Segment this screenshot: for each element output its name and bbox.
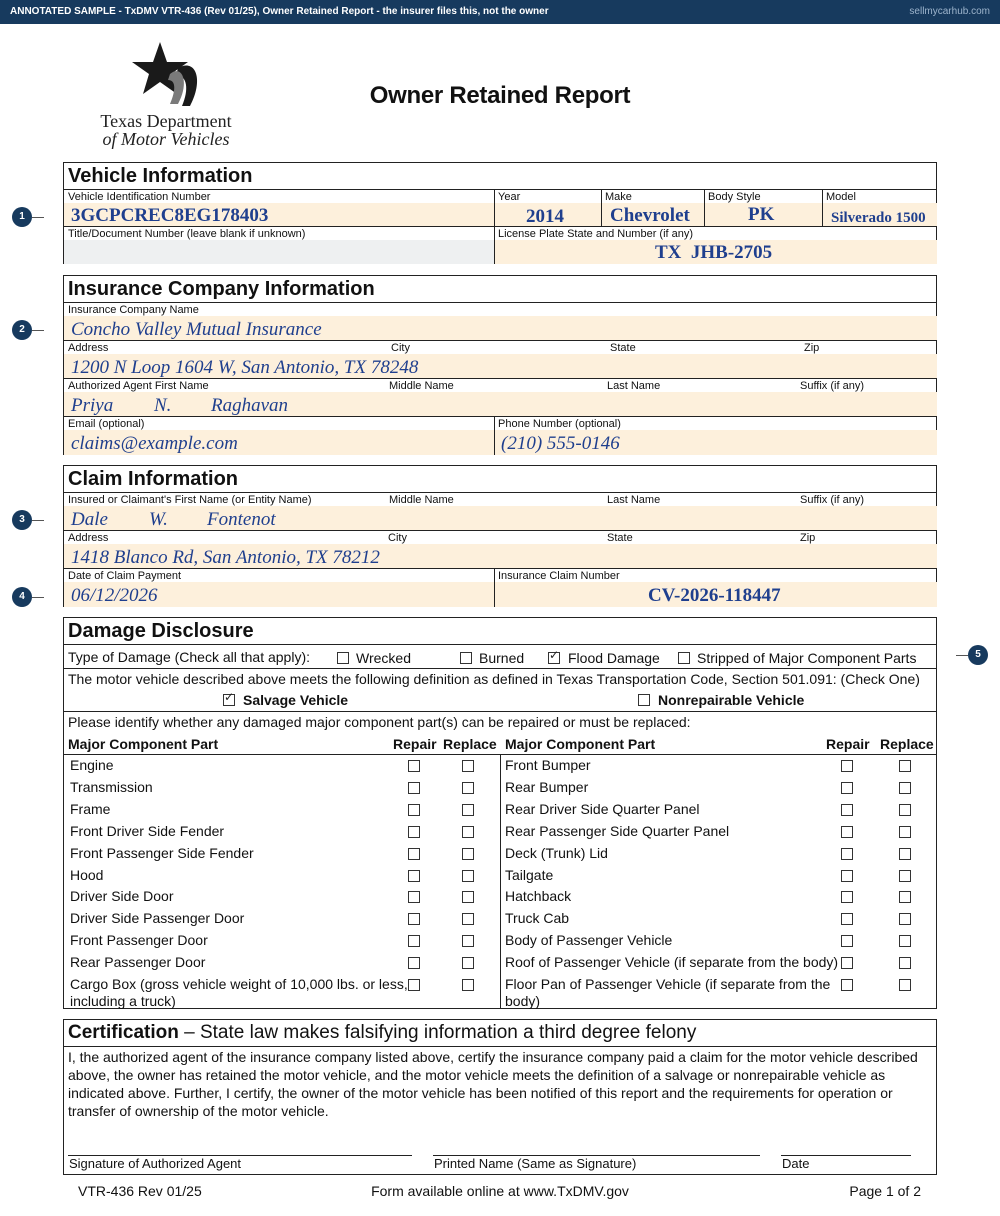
checkmark-icon <box>338 649 350 661</box>
divider <box>64 340 936 341</box>
agent-fill <box>64 392 937 416</box>
component-part-label: Driver Side Passenger Door <box>70 910 245 927</box>
repair-checkbox[interactable] <box>408 891 420 903</box>
divider <box>64 378 936 379</box>
zip-label: Zip <box>800 532 816 544</box>
checkmark-icon: ✓ <box>224 690 235 704</box>
repair-checkbox[interactable] <box>841 848 853 860</box>
logo-wordmark <box>86 112 246 148</box>
address-label: Address <box>68 342 109 354</box>
divider <box>601 189 602 226</box>
section-heading: Vehicle Information <box>68 165 253 187</box>
component-part-label: Front Passenger Door <box>70 932 208 949</box>
replace-checkbox[interactable] <box>462 870 474 882</box>
make-field[interactable]: Chevrolet <box>610 205 690 226</box>
address-label: Address <box>68 532 109 544</box>
replace-checkbox[interactable] <box>462 760 474 772</box>
repair-checkbox[interactable] <box>408 957 420 969</box>
flood-damage-checkbox[interactable] <box>548 648 560 664</box>
claimant-last-field[interactable]: Fontenot <box>207 509 276 530</box>
replace-checkbox[interactable] <box>899 804 911 816</box>
city-label: City <box>391 342 410 354</box>
section-heading: Insurance Company Information <box>68 278 375 300</box>
zip-label: Zip <box>804 342 820 354</box>
annotation-marker-3: 3 <box>12 510 32 530</box>
component-part-label: including a truck) <box>70 993 176 1010</box>
agent-first-label: Authorized Agent First Name <box>68 380 209 392</box>
model-label: Model <box>826 191 856 203</box>
divider <box>704 189 705 226</box>
year-label: Year <box>498 191 521 203</box>
damage-disclosure-section <box>63 617 937 1009</box>
certification-title: Certification <box>68 1022 179 1043</box>
agent-suffix-label: Suffix (if any) <box>800 380 864 392</box>
claim-number-label: Insurance Claim Number <box>498 570 620 582</box>
company-name-field[interactable]: Concho Valley Mutual Insurance <box>71 319 322 340</box>
form-number: VTR-436 Rev 01/25 <box>78 1183 202 1199</box>
divider <box>64 711 936 712</box>
component-part-label: Rear Driver Side Quarter Panel <box>505 800 700 817</box>
divider <box>64 492 936 493</box>
claim-information-section <box>63 465 937 607</box>
title-number-field[interactable] <box>64 240 494 264</box>
claimant-first-label: Insured or Claimant's First Name (or Entity Name) <box>68 494 312 506</box>
marker-leader <box>956 655 968 656</box>
certification-section <box>63 1019 937 1175</box>
repair-checkbox[interactable] <box>408 804 420 816</box>
component-part-label: Frame <box>70 800 111 817</box>
claimant-last-label: Last Name <box>607 494 661 506</box>
phone-label: Phone Number (optional) <box>498 418 621 430</box>
title-number-label: Title/Document Number (leave blank if unknown) <box>68 228 306 240</box>
replace-checkbox[interactable] <box>899 782 911 794</box>
replace-checkbox[interactable] <box>462 782 474 794</box>
logo-line-1: Texas Department <box>100 111 232 131</box>
annotation-marker-4: 4 <box>12 587 32 607</box>
annotation-marker-2: 2 <box>12 320 32 340</box>
claimant-fill <box>64 506 937 530</box>
col-replace-header-right: Replace <box>880 736 934 752</box>
repair-checkbox[interactable] <box>408 848 420 860</box>
certification-line-3: indicated above. Further, I certify, the owner of the motor vehicle has been notified of this report and the requirements for operation or <box>68 1085 893 1101</box>
agent-middle-field[interactable]: N. <box>154 395 172 416</box>
replace-checkbox[interactable] <box>462 891 474 903</box>
replace-checkbox[interactable] <box>462 935 474 947</box>
repair-checkbox[interactable] <box>841 826 853 838</box>
component-part-label: Driver Side Door <box>70 888 174 905</box>
component-part-label: Front Bumper <box>505 757 591 773</box>
component-part-label: Rear Passenger Side Quarter Panel <box>505 822 730 839</box>
replace-checkbox[interactable] <box>899 891 911 903</box>
stripped-checkbox[interactable] <box>678 652 690 664</box>
repair-checkbox[interactable] <box>841 935 853 947</box>
repair-checkbox[interactable] <box>408 979 420 991</box>
section-heading: Damage Disclosure <box>68 620 254 642</box>
component-part-label: Floor Pan of Passenger Vehicle (if separate from the <box>505 976 831 992</box>
replace-checkbox[interactable] <box>462 826 474 838</box>
replace-checkbox[interactable] <box>899 979 911 991</box>
checkmark-icon: ✓ <box>549 648 560 662</box>
repair-checkbox[interactable] <box>408 913 420 925</box>
claim-date-field[interactable]: 06/12/2026 <box>71 585 158 606</box>
marker-leader <box>32 597 44 598</box>
divider <box>822 189 823 226</box>
component-part-label: body) <box>505 993 541 1010</box>
salvage-vehicle-label: Salvage Vehicle <box>243 692 349 708</box>
divider <box>64 302 936 303</box>
printed-name-label: Printed Name (Same as Signature) <box>434 1156 637 1171</box>
divider <box>64 189 936 190</box>
col-part-header-right: Major Component Part <box>505 736 656 752</box>
repair-checkbox[interactable] <box>841 913 853 925</box>
banner-title: ANNOTATED SAMPLE - TxDMV VTR-436 (Rev 01/25), Owner Retained Report - the insurer files this, not the owner <box>10 6 549 17</box>
checkmark-icon <box>639 691 651 703</box>
marker-leader <box>32 330 44 331</box>
divider <box>500 754 501 1009</box>
col-repair-header-left: Repair <box>393 736 437 752</box>
replace-checkbox[interactable] <box>462 804 474 816</box>
replace-checkbox[interactable] <box>462 913 474 925</box>
repair-checkbox[interactable] <box>841 782 853 794</box>
component-part-label: Transmission <box>70 778 153 795</box>
col-part-header-left: Major Component Part <box>68 736 219 752</box>
company-name-label: Insurance Company Name <box>68 304 199 316</box>
component-part-label: Rear Bumper <box>505 778 589 795</box>
state-label: State <box>610 342 636 354</box>
agent-last-field[interactable]: Raghavan <box>211 395 289 416</box>
repair-checkbox[interactable] <box>841 891 853 903</box>
checkmark-icon <box>679 649 691 661</box>
body-style-field[interactable]: PK <box>748 204 775 225</box>
marker-leader <box>32 520 44 521</box>
vin-label: Vehicle Identification Number <box>68 191 211 203</box>
section-heading: Claim Information <box>68 468 239 490</box>
vin-field[interactable]: 3GCPCREC8EG178403 <box>71 205 269 226</box>
repair-checkbox[interactable] <box>408 826 420 838</box>
email-field[interactable]: claims@example.com <box>71 433 238 454</box>
divider <box>64 416 936 417</box>
repair-checkbox[interactable] <box>408 935 420 947</box>
plate-field[interactable]: TX JHB-2705 <box>655 242 773 263</box>
annotation-marker-5: 5 <box>968 645 988 665</box>
component-part-label: Tailgate <box>505 866 554 883</box>
certification-line-2: above, the owner has retained the motor vehicle, and the motor vehicle meets the definition of a salvage or nonrepairable vehicle as <box>68 1067 886 1083</box>
divider <box>494 416 495 455</box>
replace-checkbox[interactable] <box>462 957 474 969</box>
divider <box>64 530 936 531</box>
component-part-label: Front Driver Side Fender <box>70 822 225 839</box>
wrecked-checkbox[interactable] <box>337 652 349 664</box>
signature-label: Signature of Authorized Agent <box>69 1156 242 1171</box>
insurance-company-section <box>63 275 937 455</box>
burned-checkbox[interactable] <box>460 652 472 664</box>
body-style-label: Body Style <box>708 191 761 203</box>
agent-last-label: Last Name <box>607 380 661 392</box>
component-part-label: Cargo Box (gross vehicle weight of 10,000 lbs. or less, <box>70 976 408 992</box>
claimant-middle-field[interactable]: W. <box>149 509 168 530</box>
sample-banner <box>0 0 1000 24</box>
state-label: State <box>607 532 633 544</box>
claimant-address-field[interactable]: 1418 Blanco Rd, San Antonio, TX 78212 <box>71 547 380 568</box>
checkmark-icon <box>461 649 473 661</box>
divider <box>494 568 495 607</box>
banner-site: sellmycarhub.com <box>909 6 990 17</box>
city-label: City <box>388 532 407 544</box>
repair-checkbox[interactable] <box>841 957 853 969</box>
damage-type-label: Type of Damage (Check all that apply): <box>68 649 311 665</box>
component-part-label: Front Passenger Side Fender <box>70 844 254 861</box>
signature-date-label: Date <box>782 1156 810 1171</box>
wrecked-label: Wrecked <box>356 650 411 666</box>
repair-checkbox[interactable] <box>841 760 853 772</box>
repair-checkbox[interactable] <box>841 870 853 882</box>
claimant-middle-label: Middle Name <box>389 494 454 506</box>
replace-checkbox[interactable] <box>899 760 911 772</box>
divider <box>64 568 936 569</box>
claimant-suffix-label: Suffix (if any) <box>800 494 864 506</box>
agent-first-field[interactable]: Priya <box>71 395 114 416</box>
certification-line-1: I, the authorized agent of the insurance company listed above, certify the insurance company paid a claim for the motor vehicle described <box>68 1049 918 1065</box>
repair-checkbox[interactable] <box>841 979 853 991</box>
certification-line-4: transfer of ownership of the motor vehicle. <box>68 1103 329 1119</box>
agent-middle-label: Middle Name <box>389 380 454 392</box>
page-number: Page 1 of 2 <box>849 1183 921 1199</box>
divider <box>64 1046 936 1047</box>
component-part-label: Rear Passenger Door <box>70 954 206 971</box>
replace-checkbox[interactable] <box>899 935 911 947</box>
stripped-label: Stripped of Major Component Parts <box>697 650 917 666</box>
phone-field[interactable]: (210) 555-0146 <box>501 433 620 454</box>
divider <box>64 644 936 645</box>
certification-heading <box>68 1020 696 1046</box>
claim-number-field[interactable]: CV-2026-118447 <box>648 585 781 606</box>
replace-checkbox[interactable] <box>462 848 474 860</box>
claim-date-label: Date of Claim Payment <box>68 570 182 582</box>
col-repair-header-right: Repair <box>826 736 870 752</box>
component-part-label: Hatchback <box>505 888 572 905</box>
component-part-label: Engine <box>70 757 114 773</box>
definition-text: The motor vehicle described above meets the following definition as defined in Texas Transportation Code, Section 501.091: (Check One) <box>68 671 920 687</box>
divider <box>64 668 936 669</box>
year-field[interactable]: 2014 <box>526 206 564 227</box>
vehicle-information-section <box>63 162 937 264</box>
claimant-first-field[interactable]: Dale <box>71 509 108 530</box>
make-label: Make <box>605 191 632 203</box>
identify-text: Please identify whether any damaged major component part(s) can be repaired or must be replaced: <box>68 714 691 730</box>
replace-checkbox[interactable] <box>899 826 911 838</box>
flood-damage-label: Flood Damage <box>568 650 660 666</box>
replace-checkbox[interactable] <box>462 979 474 991</box>
certification-warning: – State law makes falsifying information a third degree felony <box>178 1022 697 1043</box>
email-label: Email (optional) <box>68 418 145 430</box>
replace-checkbox[interactable] <box>899 870 911 882</box>
nonrepairable-vehicle-label: Nonrepairable Vehicle <box>658 692 805 708</box>
component-part-label: Truck Cab <box>505 910 570 927</box>
annotation-marker-1: 1 <box>12 207 32 227</box>
marker-leader <box>32 217 44 218</box>
plate-label: License Plate State and Number (if any) <box>498 228 694 240</box>
repair-checkbox[interactable] <box>408 870 420 882</box>
page-title: Owner Retained Report <box>369 82 631 109</box>
nonrepairable-vehicle-checkbox[interactable] <box>638 694 650 706</box>
model-field[interactable]: Silverado 1500 <box>831 210 926 226</box>
component-part-label: Hood <box>70 866 104 883</box>
replace-checkbox[interactable] <box>899 913 911 925</box>
component-part-label: Roof of Passenger Vehicle (if separate from the body) <box>505 954 839 971</box>
txdmv-logo <box>86 40 246 152</box>
repair-checkbox[interactable] <box>408 782 420 794</box>
col-replace-header-left: Replace <box>443 736 497 752</box>
salvage-vehicle-checkbox[interactable] <box>223 690 235 706</box>
logo-line-2: of Motor Vehicles <box>102 129 230 149</box>
star-icon <box>86 40 246 112</box>
component-part-label: Deck (Trunk) Lid <box>505 844 608 861</box>
component-part-label: Body of Passenger Vehicle <box>505 932 673 949</box>
company-address-field[interactable]: 1200 N Loop 1604 W, San Antonio, TX 78248 <box>71 357 419 378</box>
replace-checkbox[interactable] <box>899 848 911 860</box>
replace-checkbox[interactable] <box>899 957 911 969</box>
repair-checkbox[interactable] <box>408 760 420 772</box>
form-availability: Form available online at www.TxDMV.gov <box>371 1183 629 1199</box>
burned-label: Burned <box>479 650 525 666</box>
repair-checkbox[interactable] <box>841 804 853 816</box>
